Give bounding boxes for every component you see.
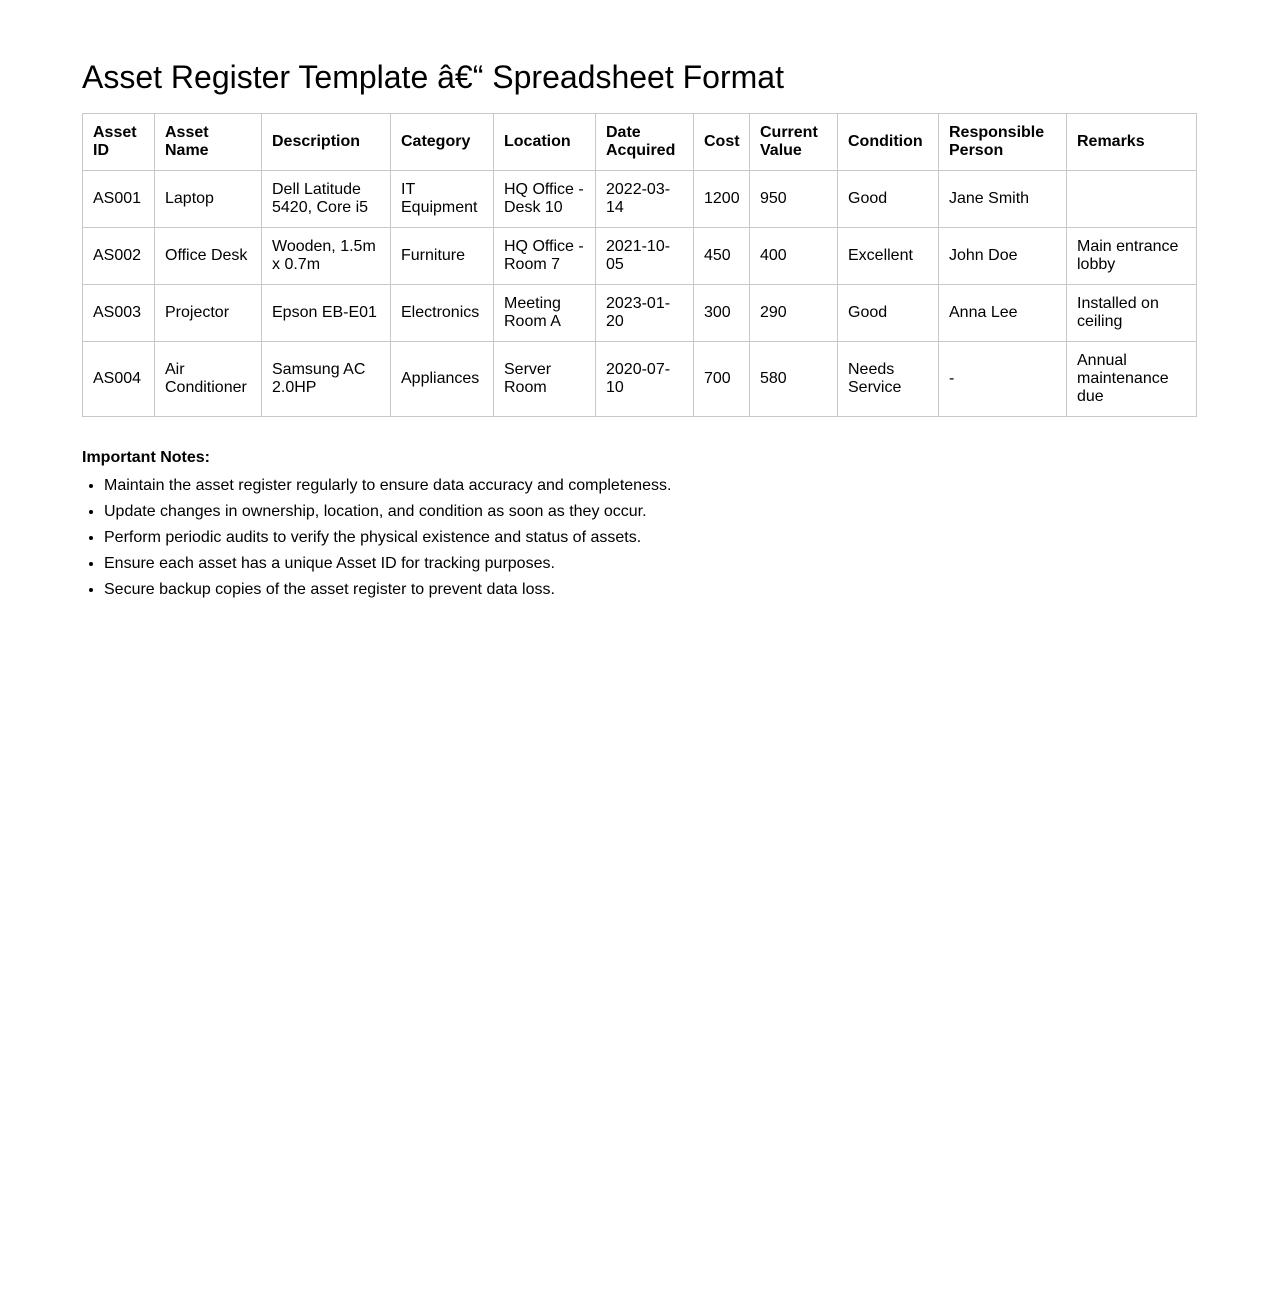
cell-current-value: 580 [750,342,838,417]
list-item: • Update changes in ownership, location, and condition as soon as they occur. [104,503,1196,521]
list-item: • Maintain the asset register regularly to ensure data accuracy and completeness. [104,477,1196,495]
cell-condition: Excellent [838,228,939,285]
header-date-acquired: Date Acquired [596,114,694,171]
asset-register-table [82,113,1197,417]
cell-responsible-person: John Doe [939,228,1067,285]
header-cost: Cost [694,114,750,171]
list-item: • Ensure each asset has a unique Asset ID for tracking purposes. [104,555,1196,573]
cell-description: Wooden, 1.5m x 0.7m [262,228,391,285]
header-asset-name: Asset Name [155,114,262,171]
cell-description: Samsung AC 2.0HP [262,342,391,417]
cell-cost: 300 [694,285,750,342]
table-row [83,285,1197,342]
cell-remarks: Annual maintenance due [1067,342,1197,417]
cell-date-acquired: 2020-07-10 [596,342,694,417]
cell-current-value: 950 [750,171,838,228]
cell-date-acquired: 2023-01-20 [596,285,694,342]
cell-category: Furniture [391,228,494,285]
cell-category: Appliances [391,342,494,417]
table-row [83,228,1197,285]
header-location: Location [494,114,596,171]
cell-date-acquired: 2022-03-14 [596,171,694,228]
cell-responsible-person: - [939,342,1067,417]
cell-current-value: 400 [750,228,838,285]
header-condition: Condition [838,114,939,171]
cell-description: Dell Latitude 5420, Core i5 [262,171,391,228]
cell-remarks: Main entrance lobby [1067,228,1197,285]
header-category: Category [391,114,494,171]
document [82,0,1196,607]
table-row [83,171,1197,228]
page-title: Asset Register Template â€“ Spreadsheet Format [82,59,784,95]
header-remarks: Remarks [1067,114,1197,171]
table-row [83,342,1197,417]
notes-list [82,477,1196,599]
cell-asset-name: Laptop [155,171,262,228]
cell-asset-id: AS002 [83,228,155,285]
cell-asset-id: AS004 [83,342,155,417]
cell-asset-name: Air Conditioner [155,342,262,417]
cell-category: Electronics [391,285,494,342]
cell-asset-name: Projector [155,285,262,342]
header-asset-id: Asset ID [83,114,155,171]
cell-asset-id: AS003 [83,285,155,342]
list-item: • Secure backup copies of the asset register to prevent data loss. [104,581,1196,599]
cell-remarks: Installed on ceiling [1067,285,1197,342]
list-item: • Perform periodic audits to verify the physical existence and status of assets. [104,529,1196,547]
header-description: Description [262,114,391,171]
header-current-value: Current Value [750,114,838,171]
cell-date-acquired: 2021-10-05 [596,228,694,285]
cell-condition: Good [838,171,939,228]
cell-responsible-person: Jane Smith [939,171,1067,228]
cell-current-value: 290 [750,285,838,342]
cell-responsible-person: Anna Lee [939,285,1067,342]
table-header-row [83,114,1197,171]
cell-asset-name: Office Desk [155,228,262,285]
cell-location: Server Room [494,342,596,417]
cell-remarks [1067,171,1197,228]
cell-category: IT Equipment [391,171,494,228]
cell-asset-id: AS001 [83,171,155,228]
cell-cost: 1200 [694,171,750,228]
notes-title: Important Notes: [82,449,210,466]
cell-condition: Good [838,285,939,342]
cell-condition: Needs Service [838,342,939,417]
cell-cost: 450 [694,228,750,285]
cell-description: Epson EB-E01 [262,285,391,342]
cell-location: HQ Office - Desk 10 [494,171,596,228]
cell-cost: 700 [694,342,750,417]
cell-location: Meeting Room A [494,285,596,342]
header-responsible-person: Responsible Person [939,114,1067,171]
cell-location: HQ Office - Room 7 [494,228,596,285]
